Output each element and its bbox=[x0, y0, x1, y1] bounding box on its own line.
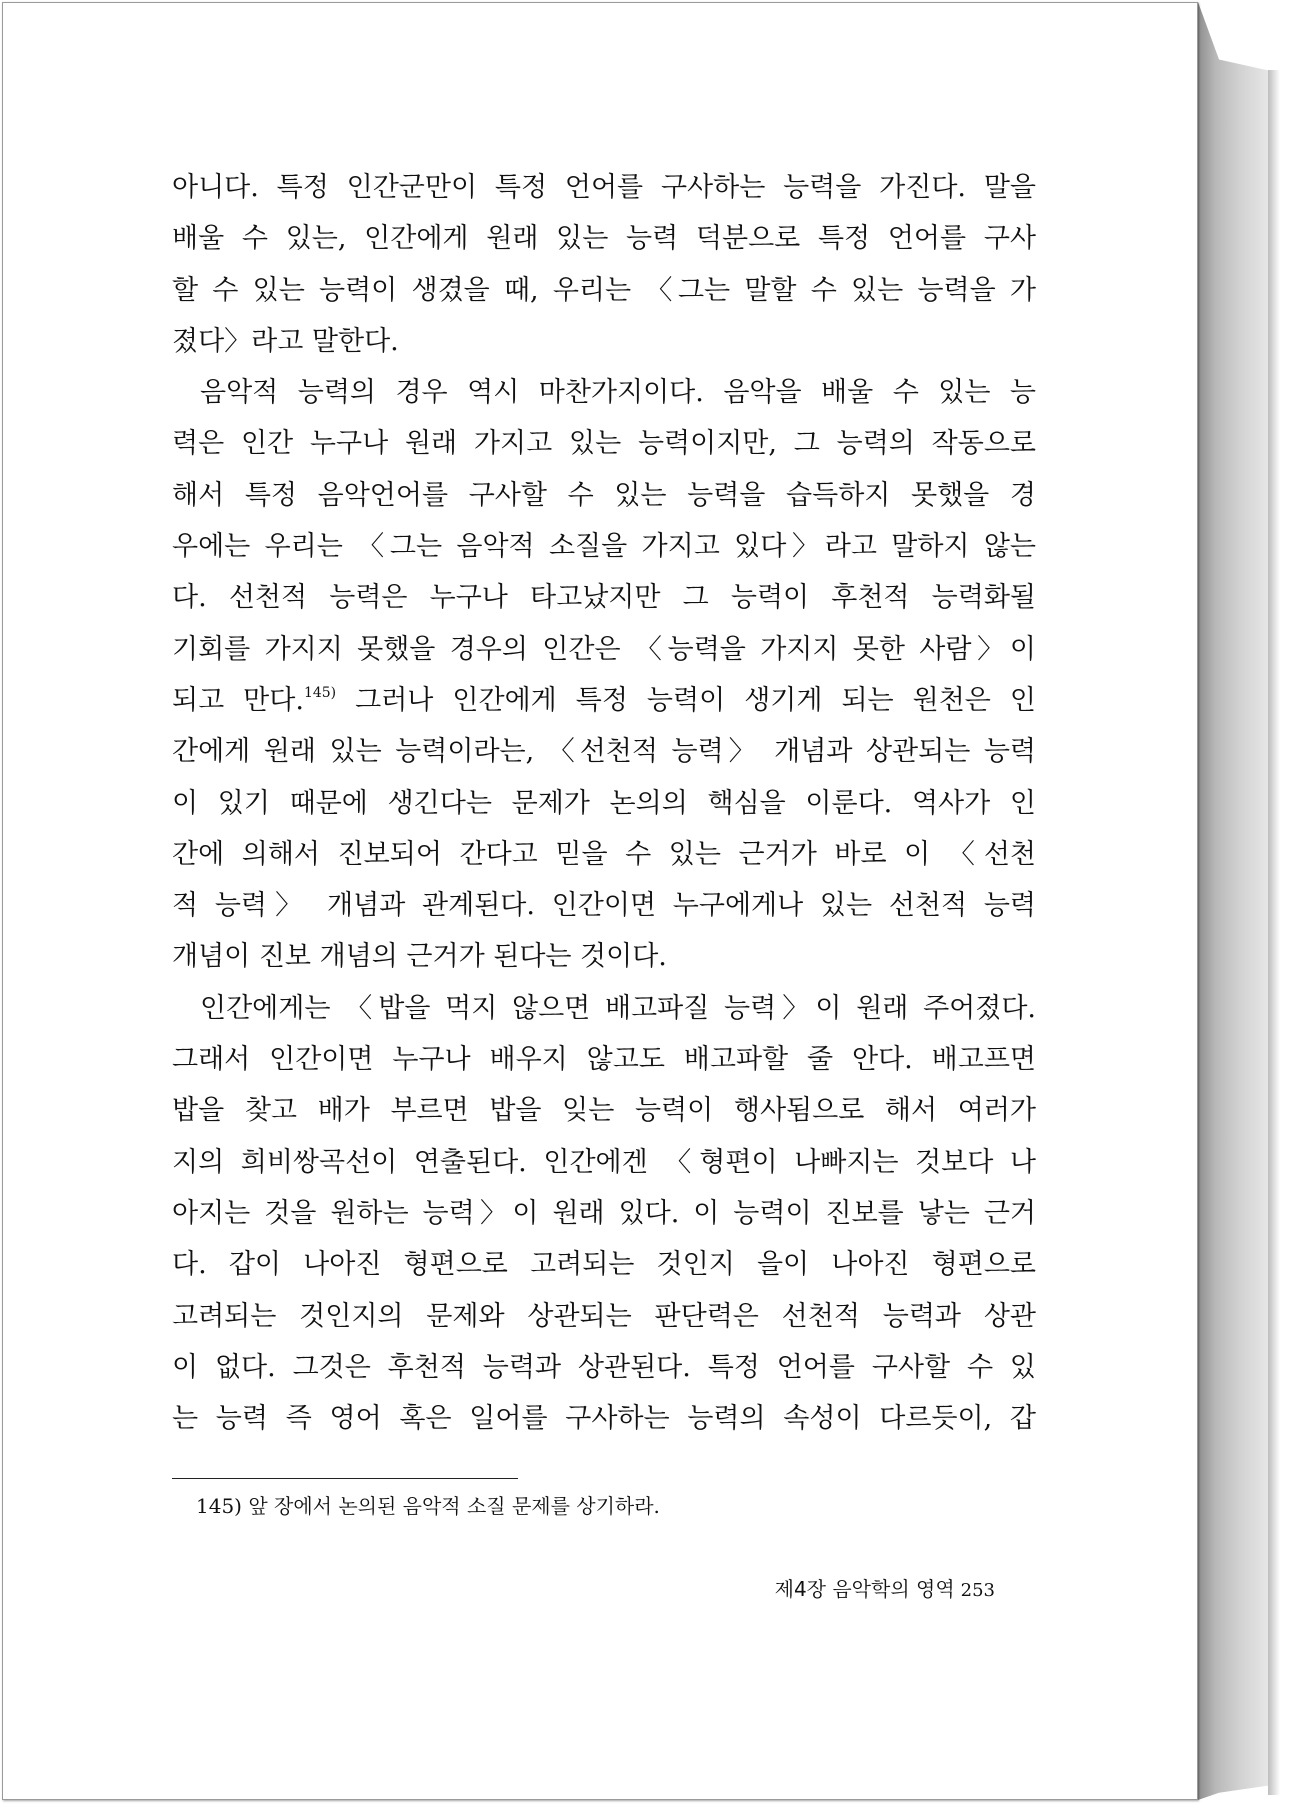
running-footer bbox=[775, 1573, 995, 1602]
text-line: 적 능력〉 개념과 관계된다. 인간이면 누구에게나 있는 선천적 능력 bbox=[172, 890, 1036, 922]
paragraph-start-line: 인간에게는 〈밥을 먹지 않으면 배고파질 능력〉이 원래 주어졌다. bbox=[200, 992, 1036, 1024]
paragraph-start-line: 음악적 능력의 경우 역시 마찬가지이다. 음악을 배울 수 있는 능 bbox=[200, 377, 1036, 409]
text-line: 고려되는 것인지의 문제와 상관되는 판단력은 선천적 능력과 상관 bbox=[172, 1300, 1036, 1332]
running-head: 제4장 음악학의 영역 bbox=[774, 1577, 955, 1601]
body-text bbox=[172, 162, 1036, 1444]
text-line: 이 없다. 그것은 후천적 능력과 상관된다. 특정 언어를 구사할 수 있 bbox=[172, 1351, 1036, 1383]
text-line: 는 능력 즉 영어 혹은 일어를 구사하는 능력의 속성이 다르듯이, 갑 bbox=[172, 1403, 1036, 1435]
text-line: 밥을 찾고 배가 부르면 밥을 잊는 능력이 행사됨으로 해서 여러가 bbox=[172, 1095, 1036, 1127]
text-line: 아니다. 특정 인간군만이 특정 언어를 구사하는 능력을 가진다. 말을 bbox=[172, 172, 1036, 203]
page-edge bbox=[1198, 2, 1268, 1800]
text-line: 력은 인간 누구나 원래 가지고 있는 능력이지만, 그 능력의 작동으로 bbox=[172, 428, 1036, 460]
page-edge-shadow bbox=[1268, 70, 1280, 1795]
text-line-with-footnote bbox=[172, 675, 1036, 726]
text-line: 아지는 것을 원하는 능력〉이 원래 있다. 이 능력이 진보를 낳는 근거 bbox=[172, 1197, 1036, 1229]
text-line: 할 수 있는 능력이 생겼을 때, 우리는 〈그는 말할 수 있는 능력을 가 bbox=[172, 274, 1036, 306]
text-line: 이 있기 때문에 생긴다는 문제가 논의의 핵심을 이룬다. 역사가 인 bbox=[172, 787, 1036, 819]
text-segment: 되고 만다. bbox=[172, 684, 304, 716]
text-line: 개념이 진보 개념의 근거가 된다는 것이다. bbox=[172, 941, 667, 973]
text-line: 다. 갑이 나아진 형편으로 고려되는 것인지 을이 나아진 형편으로 bbox=[172, 1249, 1036, 1281]
text-line: 지의 희비쌍곡선이 연출된다. 인간에겐 〈형편이 나빠지는 것보다 나 bbox=[172, 1146, 1036, 1178]
footnote-reference: 145) bbox=[303, 684, 337, 701]
text-line: 간에 의해서 진보되어 간다고 믿을 수 있는 근거가 바로 이 〈선천 bbox=[172, 838, 1036, 870]
footnote: 145) 앞 장에서 논의된 음악적 소질 문제를 상기하라. bbox=[196, 1494, 660, 1518]
text-line: 그래서 인간이면 누구나 배우지 않고도 배고파할 줄 안다. 배고프면 bbox=[172, 1044, 1036, 1076]
text-segment: 그러나 인간에게 특정 능력이 생기게 되는 원천은 인 bbox=[336, 684, 1036, 716]
text-line: 해서 특정 음악언어를 구사할 수 있는 능력을 습득하지 못했을 경 bbox=[172, 479, 1036, 511]
text-line: 우에는 우리는 〈그는 음악적 소질을 가지고 있다〉라고 말하지 않는 bbox=[172, 531, 1036, 563]
page-number: 253 bbox=[960, 1580, 995, 1601]
text-line: 다. 선천적 능력은 누구나 타고났지만 그 능력이 후천적 능력화될 bbox=[172, 582, 1036, 614]
text-line: 졌다〉라고 말한다. bbox=[172, 325, 399, 357]
text-line: 기회를 가지지 못했을 경우의 인간은 〈능력을 가지지 못한 사람〉이 bbox=[172, 633, 1036, 665]
text-line: 간에게 원래 있는 능력이라는, 〈선천적 능력〉 개념과 상관되는 능력 bbox=[172, 736, 1036, 768]
text-line: 배울 수 있는, 인간에게 원래 있는 능력 덕분으로 특정 언어를 구사 bbox=[172, 223, 1036, 255]
footnote-divider bbox=[172, 1478, 518, 1479]
